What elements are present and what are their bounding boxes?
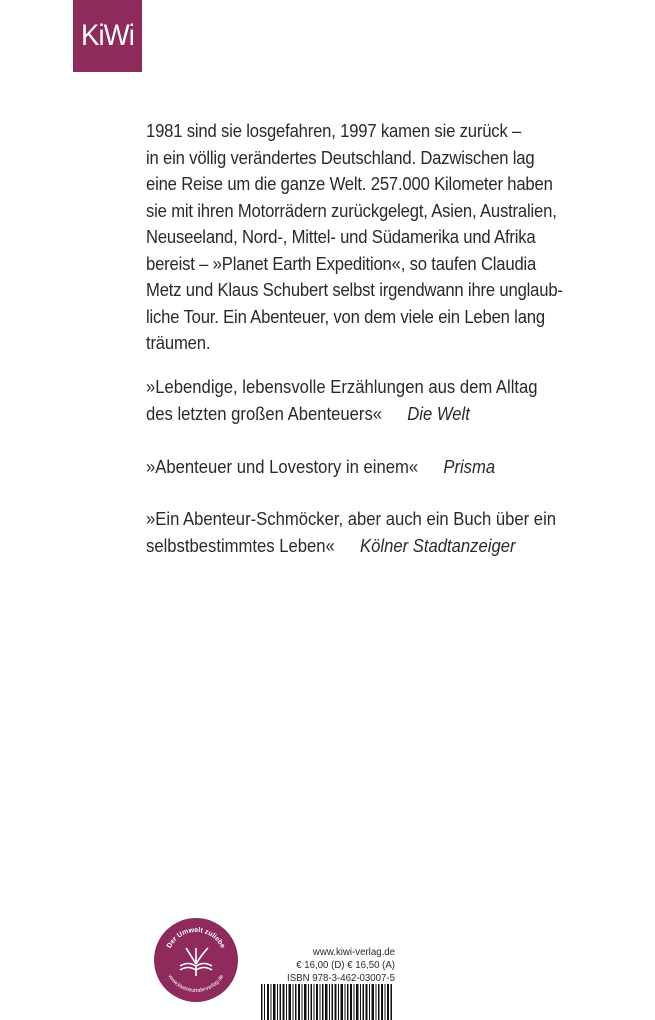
blurb-line: eine Reise um die ganze Welt. 257.000 Kilometer haben (146, 173, 553, 194)
quote-line (146, 454, 569, 481)
blurb-line: 1981 sind sie losgefahren, 1997 kamen sie zurück – (146, 120, 522, 141)
blurb-line: bereist – »Planet Earth Expedition«, so taufen Claudia (146, 252, 537, 274)
quote-text: »Abenteuer und Lovestory in einem« (146, 456, 419, 477)
seal-top-text: Der Umwelt zuliebe (165, 926, 227, 950)
blurb-line: liche Tour. Ein Abenteuer, von dem viele ein Leben lang (146, 305, 545, 327)
isbn-barcode (261, 984, 393, 1020)
publisher-info (285, 946, 395, 985)
quote-source: Prisma (443, 456, 496, 477)
blurb-line: sie mit ihren Motorrädern zurückgelegt, Asien, Australien, (146, 199, 557, 221)
quote-source: Die Welt (407, 402, 470, 424)
blurb-line: Neuseeland, Nord-, Mittel- und Südamerika und Afrika (146, 226, 536, 247)
quote-text: des letzten großen Abenteuers« (146, 402, 383, 424)
blurb-line: träumen. (146, 332, 211, 353)
price-text: € 16,00 (D) € 16,50 (A) (296, 959, 395, 971)
quote-line (146, 533, 569, 560)
open-book-icon (180, 948, 212, 976)
isbn-text: ISBN 978-3-462-03007-5 (287, 972, 395, 984)
review-quote-die-welt (146, 374, 569, 427)
quote-line: »Ein Abenteur-Schmöcker, aber auch ein Buch über ein (146, 508, 557, 529)
kiwi-logo: KiWi (73, 0, 142, 72)
blurb-line: Metz und Klaus Schubert selbst irgendwann ihre unglaub- (146, 279, 563, 300)
eco-seal (154, 918, 238, 1002)
quote-text: selbstbestimmtes Leben« (146, 534, 335, 556)
quote-source: Kölner Stadtanzeiger (360, 534, 516, 556)
seal-bottom-text: www.kiwineutralerverlag.de (166, 973, 226, 995)
review-quote-prisma (146, 454, 569, 481)
publisher-website: www.kiwi-verlag.de (312, 946, 395, 958)
svg-text:www.kiwineutralerverlag.de (166, 973, 225, 994)
quote-line (146, 401, 569, 428)
eco-seal-graphic (154, 918, 238, 1002)
blurb-line: in ein völlig verändertes Deutschland. Dazwischen lag (146, 146, 535, 168)
svg-text:Der Umwelt zuliebe (166, 927, 226, 950)
review-quote-koelner (146, 506, 569, 559)
quote-line: »Lebendige, lebensvolle Erzählungen aus dem Alltag (146, 376, 538, 397)
blurb-text (146, 118, 569, 357)
